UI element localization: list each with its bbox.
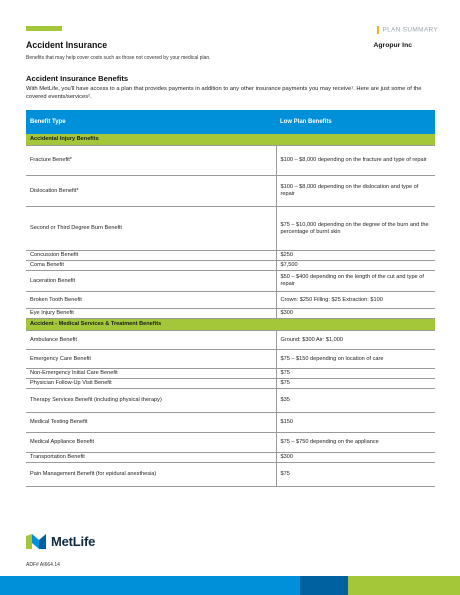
table-row: [26, 146, 435, 176]
benefit-name: Laceration Benefit: [26, 271, 276, 292]
table-header-row: [26, 110, 435, 134]
page-title: Accident Insurance: [26, 40, 108, 50]
benefit-name: Second or Third Degree Burn Benefit: [26, 207, 276, 251]
table-row: [26, 433, 435, 453]
plan-summary-text: PLAN SUMMARY: [382, 26, 438, 34]
benefit-name: Fracture Benefit*: [26, 146, 276, 176]
plan-summary-label: [377, 26, 438, 34]
benefit-name: Transportation Benefit: [26, 453, 276, 463]
table-row: [26, 261, 435, 271]
benefit-name: Medical Appliance Benefit: [26, 433, 276, 453]
benefit-value: $75: [276, 369, 435, 379]
metlife-logo-icon: [26, 533, 46, 549]
benefit-value: $100 – $8,000 depending on the fracture and type of repair: [276, 146, 435, 176]
benefit-name: Emergency Care Benefit: [26, 350, 276, 369]
benefit-value: $250: [276, 251, 435, 261]
benefit-name: Concussion Benefit: [26, 251, 276, 261]
benefit-value: Crown: $250 Filling: $25 Extraction: $100: [276, 292, 435, 309]
table-row: [26, 453, 435, 463]
category-row: [26, 319, 435, 331]
benefits-table-body: [26, 134, 435, 487]
benefit-name: Broken Tooth Benefit: [26, 292, 276, 309]
section-title: Accident Insurance Benefits: [26, 74, 129, 83]
benefit-name: Pain Management Benefit (for epidural anesthesia): [26, 463, 276, 487]
category-label: Accident - Medical Services & Treatment Benefits: [26, 319, 435, 331]
benefit-value: $50 – $400 depending on the length of the cut and type of repair: [276, 271, 435, 292]
plan-summary-tick: [377, 26, 379, 34]
table-row: [26, 331, 435, 350]
table-row: [26, 271, 435, 292]
benefit-value: $75 – $10,000 depending on the degree of the burn and the percentage of burnt skin: [276, 207, 435, 251]
section-intro: With MetLife, you'll have access to a plan that provides payments in addition to any other insurance payments you may receive¹. Here are just some of the covered events/services².: [26, 86, 422, 100]
header-accent-bar: [26, 26, 62, 31]
benefit-value: $75: [276, 463, 435, 487]
table-row: [26, 369, 435, 379]
benefit-name: Dislocation Benefit*: [26, 176, 276, 207]
table-row: [26, 379, 435, 389]
table-row: [26, 251, 435, 261]
benefit-name: Non-Emergency Initial Care Benefit: [26, 369, 276, 379]
table-row: [26, 309, 435, 319]
benefit-name: Physician Follow-Up Visit Benefit: [26, 379, 276, 389]
benefit-value: $300: [276, 453, 435, 463]
metlife-logo-text: MetLife: [51, 533, 96, 549]
benefit-value: $150: [276, 413, 435, 433]
benefit-name: Coma Benefit: [26, 261, 276, 271]
document-code: ADF# AI664.14: [26, 562, 60, 568]
table-row: [26, 389, 435, 413]
benefit-value: $35: [276, 389, 435, 413]
table-row: [26, 176, 435, 207]
footer-bar-green-segment: [348, 576, 460, 595]
footer-bar-dark-segment: [300, 576, 348, 595]
page-subtitle: Benefits that may help cover costs such as those not covered by your medical plan.: [26, 55, 211, 61]
benefit-value: $100 – $8,000 depending on the dislocation and type of repair: [276, 176, 435, 207]
table-row: [26, 292, 435, 309]
column-header-benefit-type: Benefit Type: [26, 110, 276, 134]
benefit-name: Eye Injury Benefit: [26, 309, 276, 319]
benefit-value: $75: [276, 379, 435, 389]
benefit-value: Ground: $300 Air: $1,000: [276, 331, 435, 350]
benefit-value: $75 – $150 depending on location of care: [276, 350, 435, 369]
category-label: Accidental Injury Benefits: [26, 134, 435, 146]
company-name: Agropur Inc: [373, 42, 412, 49]
table-row: [26, 413, 435, 433]
table-row: [26, 350, 435, 369]
footer-color-bar: [0, 576, 460, 595]
column-header-low-plan: Low Plan Benefits: [276, 110, 435, 134]
table-row: [26, 207, 435, 251]
benefit-name: Ambulance Benefit: [26, 331, 276, 350]
benefit-value: $75 – $750 depending on the appliance: [276, 433, 435, 453]
benefit-name: Therapy Services Benefit (including physical therapy): [26, 389, 276, 413]
benefit-name: Medical Testing Benefit: [26, 413, 276, 433]
table-row: [26, 463, 435, 487]
benefits-table: [26, 110, 435, 487]
benefit-value: $300: [276, 309, 435, 319]
benefit-value: $7,500: [276, 261, 435, 271]
category-row: [26, 134, 435, 146]
metlife-logo: [26, 533, 95, 549]
